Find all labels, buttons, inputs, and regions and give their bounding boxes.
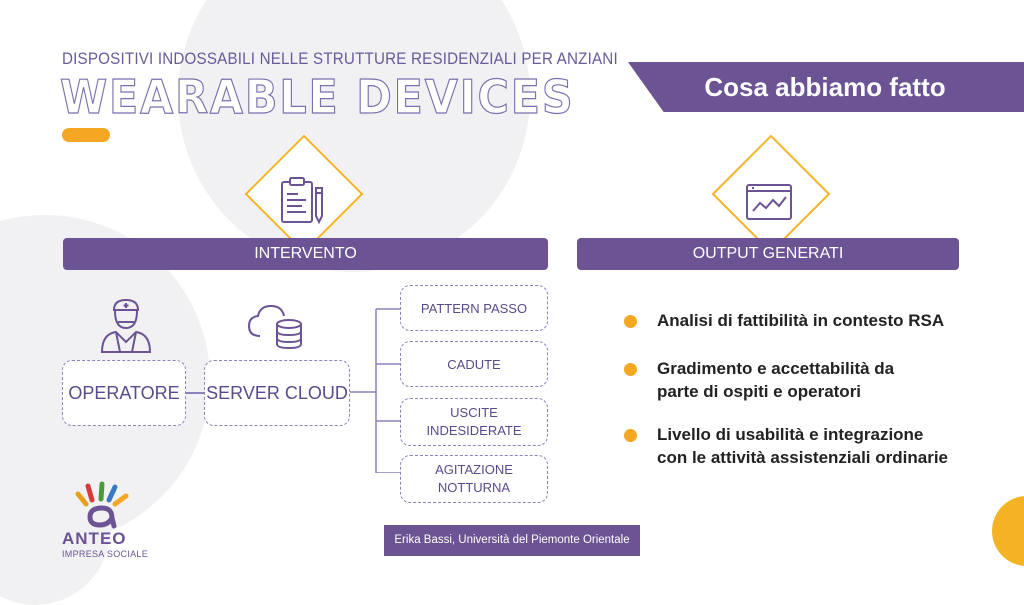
output-label: CADUTE <box>447 356 501 372</box>
output-box-pattern-passo <box>400 285 548 331</box>
bullet-dot <box>624 363 637 376</box>
operator-box <box>62 360 186 426</box>
bullet-text: Analisi di fattibilità in contesto RSA <box>657 311 945 330</box>
logo-subtitle: IMPRESA SOCIALE <box>62 549 149 559</box>
intervento-bar: INTERVENTO <box>63 238 548 270</box>
author-credit: Erika Bassi, Università del Piemonte Orientale <box>384 525 640 556</box>
output-box-cadute <box>400 341 548 387</box>
title-accent-bar <box>62 128 110 142</box>
bullet-dot <box>624 315 637 328</box>
bg-circle-top <box>178 0 530 272</box>
server-cloud-box <box>204 360 350 426</box>
output-label: AGITAZIONE NOTTURNA <box>435 462 513 495</box>
bracket-connector <box>350 303 410 473</box>
server-cloud-label: SERVER CLOUD <box>206 382 348 403</box>
logo-name: ANTEO <box>62 529 127 548</box>
chart-icon <box>739 172 799 232</box>
anteo-logo-icon <box>72 480 134 530</box>
operator-label: OPERATORE <box>68 382 180 403</box>
output-bar: OUTPUT GENERATI <box>577 238 959 270</box>
corner-circle-decoration <box>992 496 1024 566</box>
bullet-text: Livello di usabilità e integrazione con le attività assistenziali ordinarie <box>657 425 948 467</box>
clipboard-icon <box>272 172 332 232</box>
bullet-dot <box>624 429 637 442</box>
output-box-agitazione <box>400 455 548 503</box>
cloud-database-icon <box>246 302 306 352</box>
bullet-text: Gradimento e accettabilità da parte di ospiti e operatori <box>657 359 895 401</box>
section-banner-text: Cosa abbiamo fatto <box>704 72 946 102</box>
connector-line <box>186 392 204 394</box>
slide-subtitle: DISPOSITIVI INDOSSABILI NELLE STRUTTURE RESIDENZIALI PER ANZIANI <box>62 50 618 68</box>
output-box-uscite <box>400 398 548 446</box>
slide-title: WEARABLE DEVICES <box>60 70 575 124</box>
output-label: USCITE INDESIDERATE <box>426 405 522 438</box>
doctor-icon <box>98 296 154 354</box>
output-label: PATTERN PASSO <box>420 300 528 316</box>
